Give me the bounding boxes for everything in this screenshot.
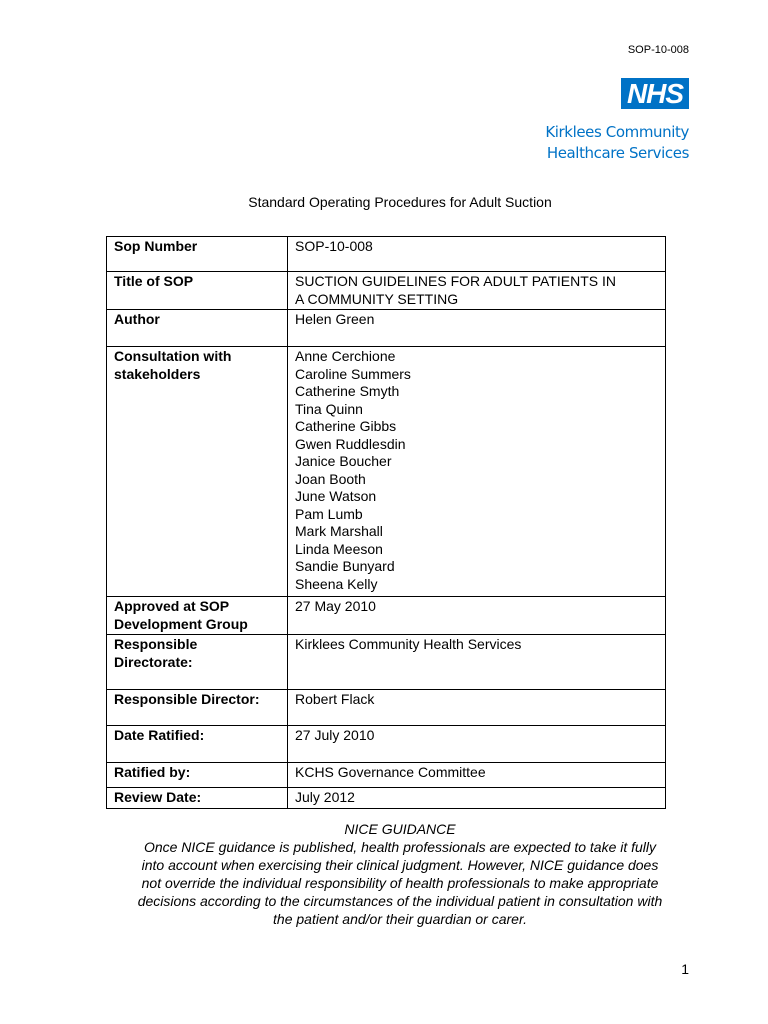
organisation-name [545, 122, 689, 164]
author-label: Author [107, 310, 288, 347]
list-item: Gwen Ruddlesdin [295, 435, 406, 452]
title-of-sop-line-2: A COMMUNITY SETTING [295, 290, 459, 307]
list-item: Caroline Summers [295, 365, 411, 382]
document-reference: SOP-10-008 [627, 44, 689, 56]
nice-guidance-section [106, 820, 694, 928]
consultation-label-line-2: stakeholders [114, 365, 201, 382]
table-row [107, 726, 666, 763]
list-item: Catherine Gibbs [295, 418, 397, 434]
sop-number-value: SOP-10-008 [288, 237, 666, 272]
directorate-value: Kirklees Community Health Services [288, 635, 666, 690]
ratified-by-label: Ratified by: [107, 763, 288, 788]
list-item: Pam Lumb [295, 505, 363, 522]
directorate-label-line-1: Responsible [114, 636, 198, 652]
director-value: Robert Flack [288, 690, 666, 726]
review-date-label: Review Date: [107, 788, 288, 809]
nice-guidance-line: not override the individual responsibility of health professionals to make appropriate [141, 875, 659, 891]
page-number: 1 [681, 961, 689, 977]
table-row [107, 237, 666, 272]
list-item: Anne Cerchione [295, 348, 396, 364]
list-item: Sandie Bunyard [295, 558, 395, 574]
list-item: Catherine Smyth [295, 383, 400, 399]
table-row [107, 788, 666, 809]
document-title: Standard Operating Procedures for Adult Suction [248, 194, 552, 210]
directorate-label [107, 635, 288, 690]
nice-guidance-line: Once NICE guidance is published, health professionals are expected to take it fully [143, 839, 657, 855]
nice-guidance-line: the patient and/or their guardian or carer. [273, 911, 527, 927]
consultation-names [288, 347, 666, 597]
consultation-label [107, 347, 288, 597]
title-of-sop-label: Title of SOP [107, 272, 288, 310]
organisation-name-line-2: Healthcare Services [546, 144, 689, 162]
table-row [107, 597, 666, 635]
list-item: June Watson [295, 488, 377, 504]
nice-guidance-line: into account when exercising their clinical judgment. However, NICE guidance does [141, 857, 659, 873]
date-ratified-label: Date Ratified: [107, 726, 288, 763]
list-item: Janice Boucher [295, 453, 392, 469]
directorate-label-line-2: Directorate: [114, 653, 193, 670]
approved-label [107, 597, 288, 635]
approved-value: 27 May 2010 [288, 597, 666, 635]
table-row [107, 763, 666, 788]
organisation-name-line-1: Kirklees Community [545, 123, 689, 141]
table-row [107, 272, 666, 310]
title-of-sop-line-1: SUCTION GUIDELINES FOR ADULT PATIENTS IN [295, 273, 617, 289]
review-date-value: July 2012 [288, 788, 666, 809]
table-row [107, 690, 666, 726]
list-item: Joan Booth [295, 470, 366, 487]
nice-guidance-heading: NICE GUIDANCE [344, 821, 456, 837]
list-item: Linda Meeson [295, 540, 383, 557]
approved-label-line-1: Approved at SOP [114, 598, 230, 614]
ratified-by-value: KCHS Governance Committee [288, 763, 666, 788]
sop-details-table [106, 236, 666, 809]
author-value: Helen Green [288, 310, 666, 347]
nice-guidance-line: decisions according to the circumstances of the individual patient in consultation with [137, 893, 663, 909]
list-item: Mark Marshall [295, 523, 383, 539]
list-item: Sheena Kelly [295, 575, 378, 592]
list-item: Tina Quinn [295, 400, 363, 417]
director-label: Responsible Director: [107, 690, 288, 726]
date-ratified-value: 27 July 2010 [288, 726, 666, 763]
sop-number-label: Sop Number [107, 237, 288, 272]
table-row [107, 635, 666, 690]
table-row [107, 310, 666, 347]
title-of-sop-value [288, 272, 666, 310]
nhs-logo: NHS [621, 78, 689, 109]
approved-label-line-2: Development Group [114, 615, 248, 632]
consultation-label-line-1: Consultation with [114, 348, 232, 364]
table-row [107, 347, 666, 597]
